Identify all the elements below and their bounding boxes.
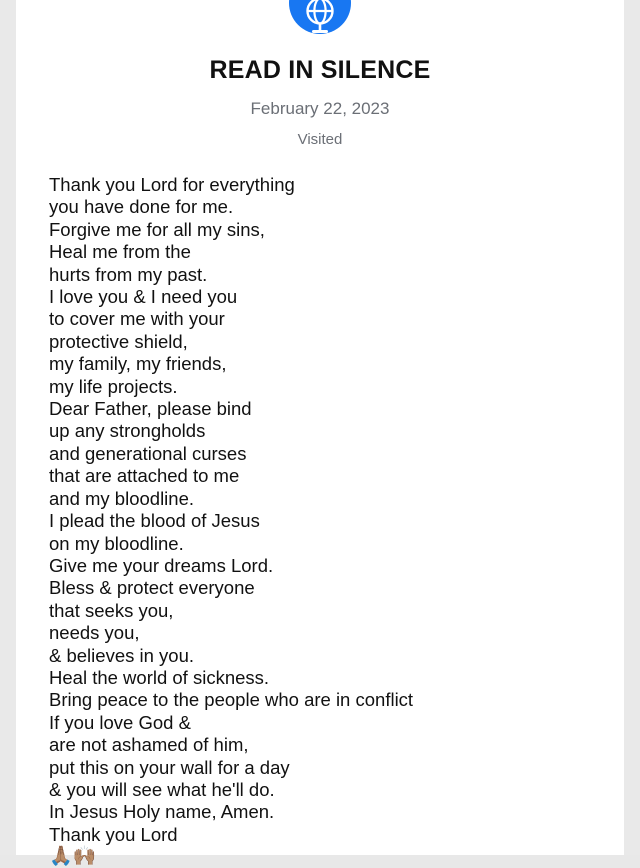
post-body [16,174,624,846]
body-line: my life projects. [49,375,178,397]
body-line: needs you, [49,622,140,644]
body-line: up any strongholds [49,420,206,442]
body-line: & believes in you. [49,644,195,666]
avatar[interactable] [289,0,351,34]
status-badge: Visited [297,131,343,148]
body-line: Bring peace to the people who are in conflict [49,689,414,711]
emoji-line: 🙏🏽🙌🏽 [49,846,97,868]
body-line: & you will see what he'll do. [49,778,275,800]
body-line: In Jesus Holy name, Amen. [49,801,275,823]
body-line: Forgive me for all my sins, [49,218,265,240]
body-line: If you love God & [49,711,191,733]
body-line: to cover me with your [49,308,225,330]
body-line: Bless & protect everyone [49,577,255,599]
globe-badge-icon [299,0,341,34]
avatar-container [16,0,624,34]
body-line: I love you & I need you [49,286,238,308]
body-line: I plead the blood of Jesus [49,510,260,532]
post-date: February 22, 2023 [250,99,390,118]
body-line: Dear Father, please bind [49,398,252,420]
page-title: READ IN SILENCE [209,56,431,84]
body-line: you have done for me. [49,196,234,218]
body-line: my family, my friends, [49,353,227,375]
body-line: that seeks you, [49,599,174,621]
body-line: and generational curses [49,442,247,464]
post-card [16,0,624,868]
body-line: put this on your wall for a day [49,756,290,778]
body-line: Thank you Lord [49,823,178,845]
body-line: and my bloodline. [49,487,195,509]
body-line: are not ashamed of him, [49,734,249,756]
body-line: Heal me from the [49,241,191,263]
body-line: that are attached to me [49,465,240,487]
body-line: hurts from my past. [49,263,208,285]
body-line: protective shield, [49,330,188,352]
body-line: Give me your dreams Lord. [49,554,274,576]
body-line: Thank you Lord for everything [49,174,295,195]
body-line: on my bloodline. [49,532,184,554]
body-line: Heal the world of sickness. [49,666,270,688]
